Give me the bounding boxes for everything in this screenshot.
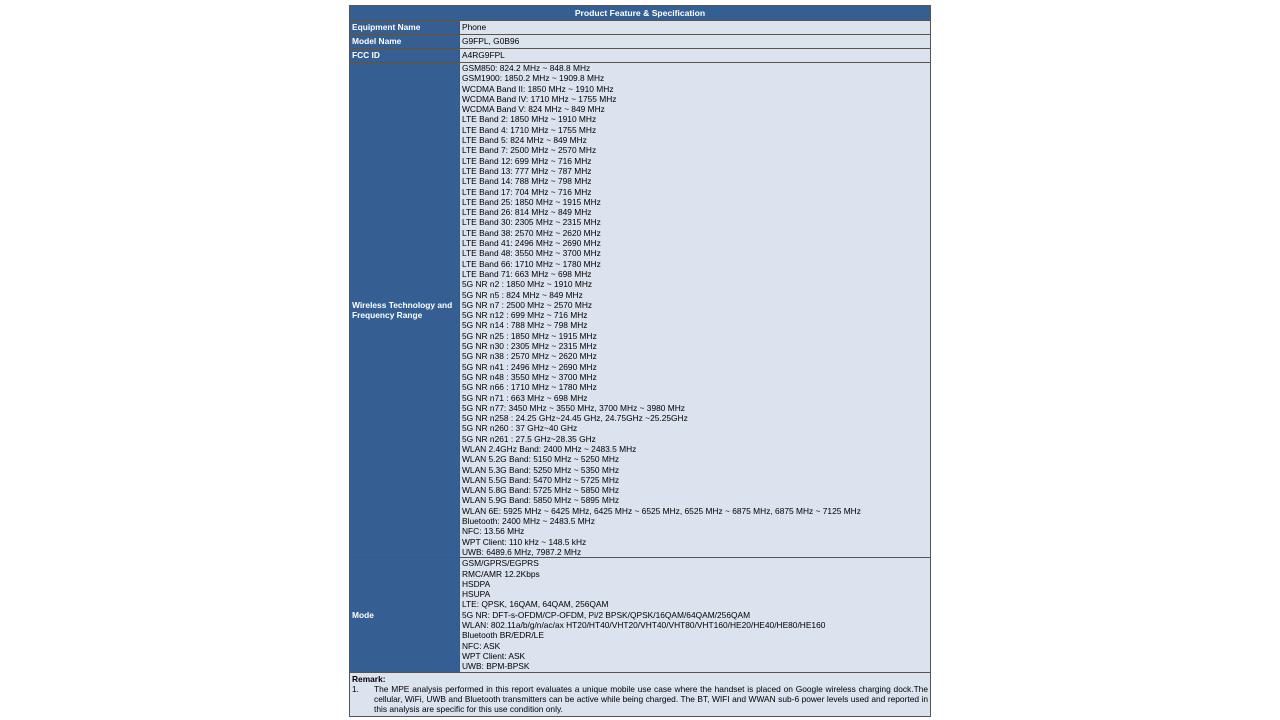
frequency-line: LTE Band 12: 699 MHz ~ 716 MHz [462, 155, 592, 166]
frequency-line: 5G NR n48 : 3550 MHz ~ 3700 MHz [462, 371, 597, 382]
frequency-line: 5G NR n258 : 24.25 GHz~24.45 GHz, 24.75GHz ~25.25GHz [462, 413, 688, 424]
frequency-line: WPT Client: 110 kHz ~ 148.5 kHz [462, 536, 587, 547]
remark-text: The MPE analysis performed in this report evaluates a unique mobile use case where the handset is placed on Google wireless charging dock.The cellular, WiFi, UWB and Bluetooth transmitters can be active while being charged. The BT, WIFI and WWAN sub-6 power levels used and reported in this analysis are specific for this use condition only. [374, 683, 928, 714]
frequency-line: 5G NR n38 : 2570 MHz ~ 2620 MHz [462, 351, 597, 362]
mode-line: GSM/GPRS/EGPRS [462, 558, 539, 569]
frequency-line: WLAN 5.9G Band: 5850 MHz ~ 5895 MHz [462, 495, 620, 506]
model-name-row [350, 35, 930, 49]
frequency-line: WLAN 6E: 5925 MHz ~ 6425 MHz, 6425 MHz ~ 6525 MHz, 6525 MHz ~ 6875 MHz, 6875 MHz ~ 7125 MHz [462, 505, 861, 516]
frequency-line: UWB: 6489.6 MHz, 7987.2 MHz [462, 546, 582, 557]
fcc-id-value: A4RG9FPL [462, 50, 505, 60]
frequency-line: WLAN 5.5G Band: 5470 MHz ~ 5725 MHz [462, 474, 620, 485]
frequency-line: LTE Band 26: 814 MHz ~ 849 MHz [462, 207, 592, 218]
equipment-name-value: Phone [462, 22, 487, 32]
frequency-line: WLAN 5.3G Band: 5250 MHz ~ 5350 MHz [462, 464, 620, 475]
frequency-line: 5G NR n2 : 1850 MHz ~ 1910 MHz [462, 279, 593, 290]
fcc-id-row [350, 49, 930, 63]
frequency-line: LTE Band 14: 788 MHz ~ 798 MHz [462, 176, 592, 187]
mode-line: Bluetooth BR/EDR/LE [462, 630, 544, 641]
mode-line: RMC/AMR 12.2Kbps [462, 568, 540, 579]
fcc-id-label: FCC ID [350, 49, 460, 62]
frequency-line: GSM1900: 1850.2 MHz ~ 1909.8 MHz [462, 73, 605, 84]
frequency-line: 5G NR n25 : 1850 MHz ~ 1915 MHz [462, 330, 597, 341]
frequency-line: LTE Band 71: 663 MHz ~ 698 MHz [462, 268, 592, 279]
table-title: Product Feature & Specification [350, 6, 930, 21]
model-name-value: G9FPL, G0B96 [462, 36, 520, 46]
mode-line: UWB: BPM-BPSK [462, 661, 530, 672]
remark-title: Remark: [352, 673, 386, 684]
model-name-label: Model Name [350, 35, 460, 48]
frequency-line: 5G NR n77: 3450 MHz ~ 3550 MHz, 3700 MHz ~ 3980 MHz [462, 402, 685, 413]
frequency-line: LTE Band 41: 2496 MHz ~ 2690 MHz [462, 238, 601, 249]
mode-line: NFC: ASK [462, 640, 501, 651]
frequency-line: 5G NR n261 : 27.5 GHz~28.35 GHz [462, 433, 596, 444]
frequency-line: WLAN 5.8G Band: 5725 MHz ~ 5850 MHz [462, 485, 620, 496]
frequency-line: LTE Band 4: 1710 MHz ~ 1755 MHz [462, 124, 597, 135]
remark-item [352, 684, 928, 715]
frequency-line: LTE Band 25: 1850 MHz ~ 1915 MHz [462, 196, 601, 207]
mode-row [350, 558, 930, 672]
frequency-line: LTE Band 13: 777 MHz ~ 787 MHz [462, 165, 592, 176]
frequency-line: LTE Band 38: 2570 MHz ~ 2620 MHz [462, 227, 601, 238]
mode-line: LTE: QPSK, 16QAM, 64QAM, 256QAM [462, 599, 609, 610]
mode-label: Mode [350, 558, 460, 671]
frequency-line: 5G NR n71 : 663 MHz ~ 698 MHz [462, 392, 588, 403]
frequency-line: 5G NR n5 : 824 MHz ~ 849 MHz [462, 289, 583, 300]
frequency-line: 5G NR n260 : 37 GHz~40 GHz [462, 423, 578, 434]
frequency-line: WCDMA Band II: 1850 MHz ~ 1910 MHz [462, 83, 614, 94]
frequency-line: WCDMA Band V: 824 MHz ~ 849 MHz [462, 104, 605, 115]
frequency-line: LTE Band 5: 824 MHz ~ 849 MHz [462, 135, 587, 146]
frequency-line: LTE Band 17: 704 MHz ~ 716 MHz [462, 186, 592, 197]
mode-list [460, 558, 930, 671]
remark-section [350, 673, 930, 717]
frequency-line: 5G NR n14 : 788 MHz ~ 798 MHz [462, 320, 588, 331]
mode-line: HSUPA [462, 589, 491, 600]
mode-line: HSDPA [462, 578, 491, 589]
mode-line: WPT Client: ASK [462, 650, 526, 661]
frequency-line: LTE Band 30: 2305 MHz ~ 2315 MHz [462, 217, 601, 228]
frequency-line: LTE Band 48: 3550 MHz ~ 3700 MHz [462, 248, 601, 259]
frequency-line: LTE Band 2: 1850 MHz ~ 1910 MHz [462, 114, 597, 125]
frequency-line: GSM850: 824.2 MHz ~ 848.8 MHz [462, 63, 591, 73]
mode-line: WLAN: 802.11a/b/g/n/ac/ax HT20/HT40/VHT20/VHT40/VHT80/VHT160/HE20/HE40/HE80/HE160 [462, 620, 826, 631]
wireless-label: Wireless Technology and Frequency Range [350, 63, 460, 557]
frequency-line: 5G NR n41 : 2496 MHz ~ 2690 MHz [462, 361, 597, 372]
frequency-line: NFC: 13.56 MHz [462, 526, 525, 537]
mode-line: 5G NR: DFT-s-OFDM/CP-OFDM, Pi/2 BPSK/QPSK/16QAM/64QAM/256QAM [462, 609, 751, 620]
equipment-name-label: Equipment Name [350, 21, 460, 34]
frequency-line: 5G NR n66 : 1710 MHz ~ 1780 MHz [462, 382, 597, 393]
frequency-line: Bluetooth: 2400 MHz ~ 2483.5 MHz [462, 516, 595, 527]
equipment-name-row [350, 21, 930, 35]
frequency-line: WLAN 5.2G Band: 5150 MHz ~ 5250 MHz [462, 454, 620, 465]
frequency-line: 5G NR n30 : 2305 MHz ~ 2315 MHz [462, 341, 597, 352]
frequency-line: 5G NR n12 : 699 MHz ~ 716 MHz [462, 310, 588, 321]
frequency-line: LTE Band 7: 2500 MHz ~ 2570 MHz [462, 145, 597, 156]
wireless-frequency-list [460, 63, 930, 557]
frequency-line: WCDMA Band IV: 1710 MHz ~ 1755 MHz [462, 93, 617, 104]
frequency-line: LTE Band 66: 1710 MHz ~ 1780 MHz [462, 258, 601, 269]
frequency-line: 5G NR n7 : 2500 MHz ~ 2570 MHz [462, 299, 593, 310]
frequency-line: WLAN 2.4GHz Band: 2400 MHz ~ 2483.5 MHz [462, 443, 637, 454]
remark-number: 1. [352, 683, 359, 694]
spec-table [349, 5, 931, 717]
wireless-row [350, 63, 930, 558]
